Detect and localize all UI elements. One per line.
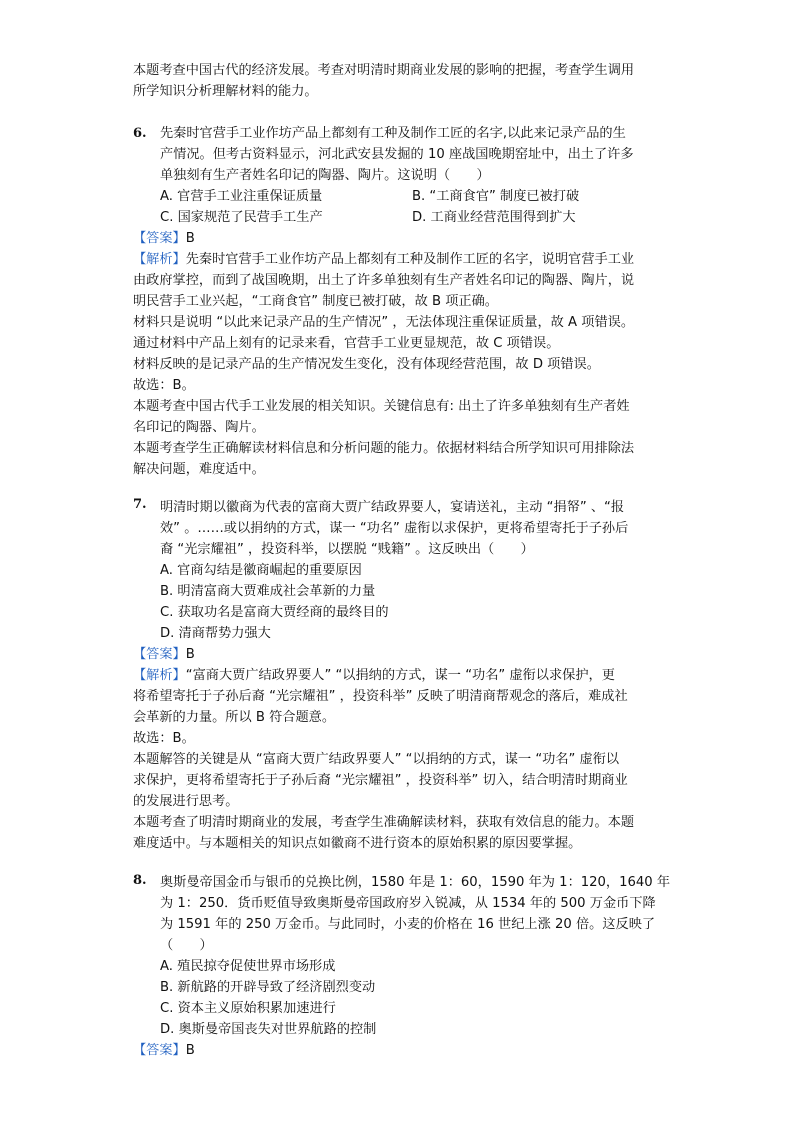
answer-value: B [185,231,195,246]
analysis-line: 本题考查中国古代手工业发展的相关知识。关键信息有: 出土了许多单独刻有生产者姓 [133,399,630,414]
question-number: 7. [133,497,147,512]
option-c: C. 国家规范了民营手工生产 [160,210,323,225]
answer-label: 【答案】 [133,1043,186,1058]
answer-value: B [185,1043,195,1058]
question-stem-line: （ ） [160,938,213,953]
answer-value: B [185,647,195,662]
option-a: A. 官商勾结是徽商崛起的重要原因 [160,563,362,578]
question-stem-line: 裔 “光宗耀祖” ，投资科举，以摆脱 “贱籍” 。这反映出（ ） [160,542,534,557]
analysis-line: 故选：B。 [133,378,195,393]
question-stem-line: 产情况。但考古资料显示，河北武安县发掘的 10 座战国晚期窑址中，出土了许多 [160,147,634,162]
analysis-line: 求保护，更将希望寄托于子孙后裔 “光宗耀祖” ，投资科举” 切入，结合明清时期商业 [133,773,628,788]
question-stem-line: 明清时期以徽商为代表的富商大贾广结政界要人，宴请送礼，主动 “捐帑” 、“报 [160,500,625,515]
option-b: B. 新航路的开辟导致了经济剧烈变动 [160,980,376,995]
analysis-line: 故选：B。 [133,731,195,746]
option-c: C. 获取功名是富商大贾经商的最终目的 [160,605,389,620]
analysis-line: 本题考查学生正确解读材料信息和分析问题的能力。依据材料结合所学知识可用排除法 [133,441,635,456]
analysis-line: 由政府掌控，而到了战国晚期，出土了许多单独刻有生产者姓名印记的陶器、陶片，说 [133,273,635,288]
analysis-line: 难度适中。与本题相关的知识点如徽商不进行资本的原始积累的原因要掌握。 [133,836,582,851]
answer-line [133,645,195,665]
question-stem-line: 效” 。……或以捐纳的方式，谋一 “功名” 虚衔以求保护，更将希望寄托于子孙后 [160,521,629,536]
intro-line: 本题考查中国古代的经济发展。考查对明清时期商业发展的影响的把握，考查学生调用 [133,63,635,78]
analysis-line [133,666,615,686]
analysis-line: 解决问题，难度适中。 [133,462,265,477]
analysis-line: 本题考查了明清时期商业的发展，考查学生准确解读材料，获取有效信息的能力。本题 [133,815,635,830]
analysis-line: 明民营手工业兴起，“工商食官” 制度已被打破，故 B 项正确。 [133,294,498,309]
question-stem-line: 单独刻有生产者姓名印记的陶器、陶片。这说明（ ） [160,168,490,183]
option-a: A. 殖民掠夺促使世界市场形成 [160,959,336,974]
analysis-line: 名印记的陶器、陶片。 [133,420,265,435]
answer-line [133,229,195,249]
analysis-line: 将希望寄托于子孙后裔 “光宗耀祖” ，投资科举” 反映了明清商帮观念的落后，难成社 [133,689,628,704]
analysis-line: 材料只是说明 “以此来记录产品的生产情况” ，无法体现注重保证质量，故 A 项错误。 [133,315,635,330]
option-d: D. 奥斯曼帝国丧失对世界航路的控制 [160,1022,377,1037]
analysis-text: 先秦时官营手工业作坊产品上都刻有工种及制作工匠的名字，说明官营手工业 [185,252,635,267]
option-b: B. 明清富商大贾难成社会革新的力量 [160,584,376,599]
analysis-line: 本题解答的关键是从 “富商大贾广结政界要人” “以捐纳的方式，谋一 “功名” 虚衔以 [133,752,620,767]
question-stem-line: 先秦时官营手工业作坊产品上都刻有工种及制作工匠的名字,以此来记录产品的生 [160,126,626,141]
intro-line: 所学知识分析理解材料的能力。 [133,84,318,99]
question-stem-line: 为 1：250．货币贬值导致奥斯曼帝国政府岁入锐减，从 1534 年的 500 万金币下降 [160,896,656,911]
question-number: 8. [133,873,147,888]
analysis-line: 的发展进行思考。 [133,794,239,809]
option-d: D. 工商业经营范围得到扩大 [412,210,576,225]
analysis-line: 通过材料中产品上刻有的记录来看，官营手工业更显规范，故 C 项错误。 [133,336,560,351]
analysis-line: 会革新的力量。所以 B 符合题意。 [133,710,336,725]
question-stem-line: 为 1591 年的 250 万金币。与此同时，小麦的价格在 16 世纪上涨 20 倍。这反映了 [160,917,656,932]
option-c: C. 资本主义原始积累加速进行 [160,1001,336,1016]
analysis-line: 材料反映的是记录产品的生产情况发生变化，没有体现经营范围，故 D 项错误。 [133,357,600,372]
answer-label: 【答案】 [133,231,186,246]
analysis-text: “富商大贾广结政界要人” “以捐纳的方式，谋一 “功名” 虚衔以求保护，更 [185,668,615,683]
option-d: D. 清商帮势力强大 [160,626,271,641]
analysis-line [133,250,634,270]
question-stem-line: 奥斯曼帝国金币与银币的兑换比例，1580 年是 1：60，1590 年为 1：120，1640 年 [160,875,671,890]
analysis-label: 【解析】 [133,668,186,683]
option-a: A. 官营手工业注重保证质量 [160,189,323,204]
answer-label: 【答案】 [133,647,186,662]
answer-line [133,1041,195,1061]
analysis-label: 【解析】 [133,252,186,267]
option-b: B. “工商食官” 制度已被打破 [412,189,580,204]
question-number: 6. [133,126,147,141]
